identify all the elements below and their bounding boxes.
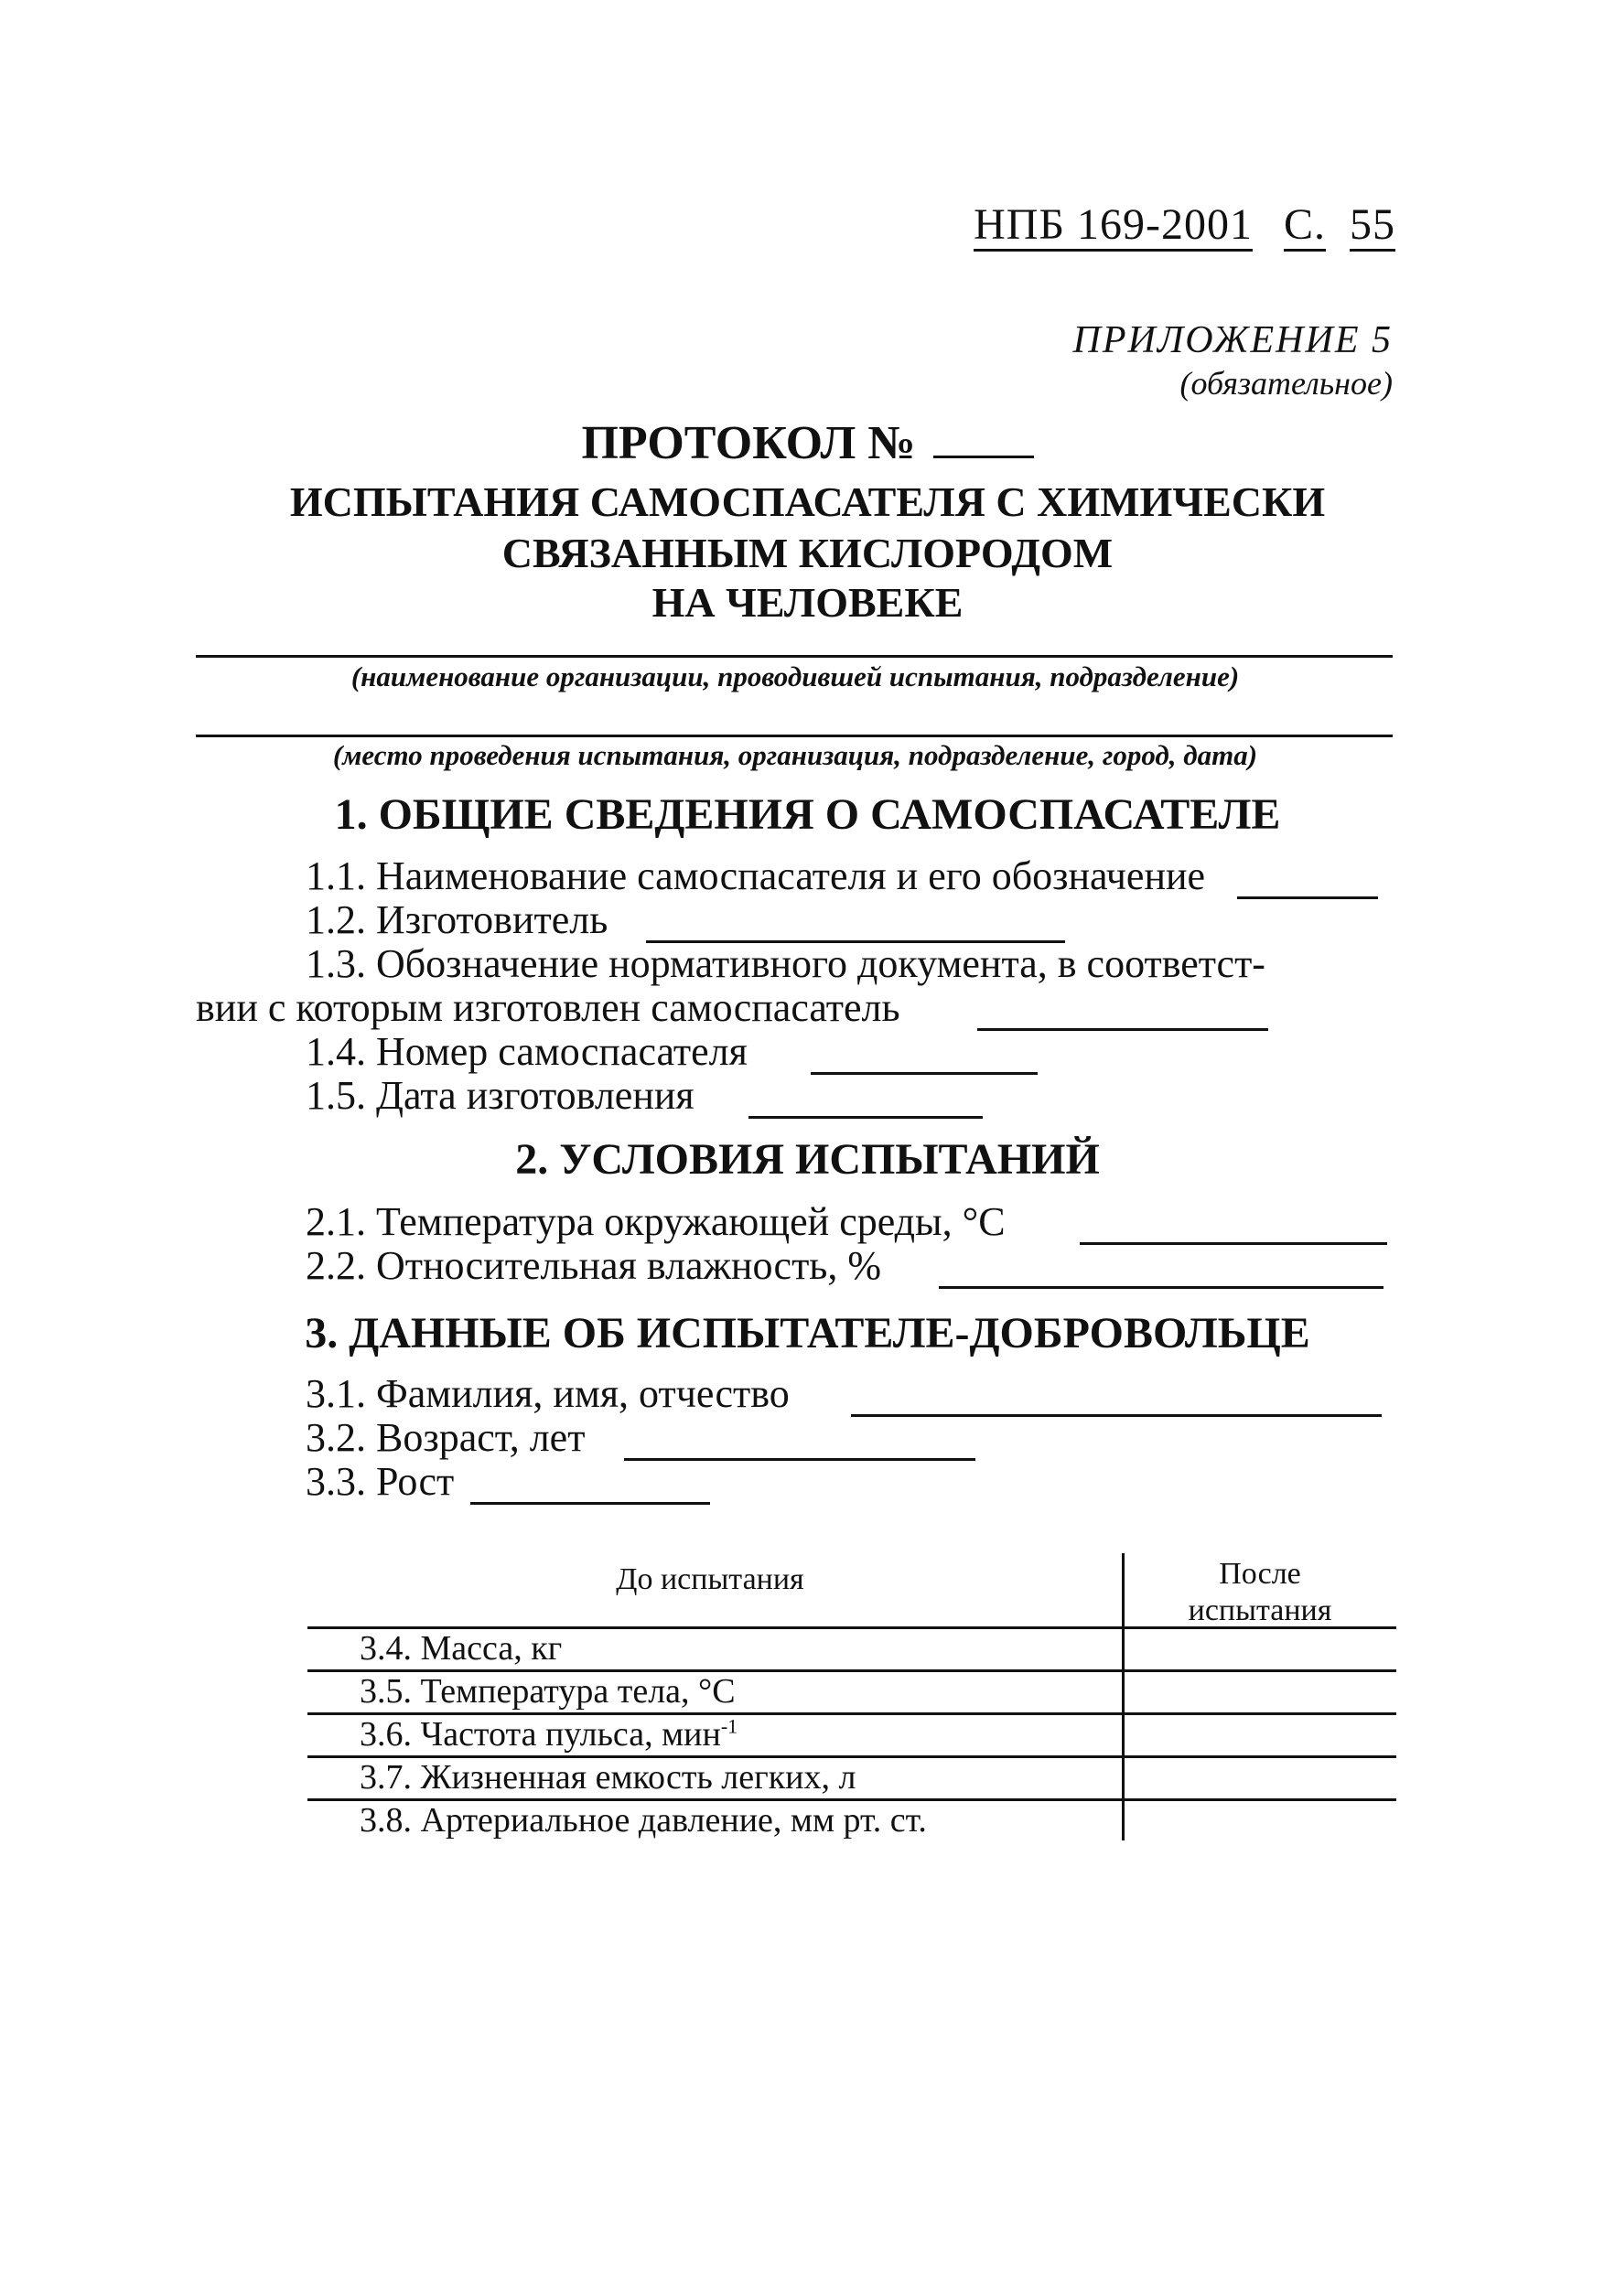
field-2-1-blank (1080, 1242, 1387, 1245)
pulse-unit-exponent: -1 (720, 1714, 738, 1738)
table-row-mass: 3.4. Масса, кг (360, 1629, 563, 1668)
section-2-heading: 2. УСЛОВИЯ ИСПЫТАНИЙ (515, 1135, 1100, 1184)
table-row-pulse: 3.6. Частота пульса, мин$^{-1}$ (360, 1714, 738, 1754)
place-caption: (место проведения испытания, организация, подразделение, город, дата) (332, 739, 1258, 771)
field-1-2-label: 1.2. Изготовитель (306, 897, 608, 942)
protocol-subtitle-line-2: СВЯЗАННЫМ КИСЛОРОДОМ (501, 530, 1114, 576)
page-header (974, 199, 1395, 250)
field-1-3-blank (977, 1028, 1268, 1031)
field-1-4-label: 1.4. Номер самоспасателя (306, 1029, 748, 1074)
page-number: 55 (1350, 200, 1395, 252)
field-1-1-label: 1.1. Наименование самоспасателя и его обозначение (306, 853, 1206, 898)
organization-fill-line (196, 655, 1393, 658)
protocol-title: ПРОТОКОЛ № (0, 416, 1615, 470)
field-1-3-label-continued: вии с которым изготовлен самоспасатель (196, 985, 900, 1030)
place-fill-line (196, 735, 1393, 737)
table-column-divider (1122, 1553, 1125, 1840)
field-3-2-label: 3.2. Возраст, лет (306, 1415, 586, 1460)
page-prefix: С. (1284, 200, 1326, 252)
field-1-3-label: 1.3. Обозначение нормативного документа, в соответст- (306, 941, 1265, 986)
protocol-number-blank (933, 428, 1034, 458)
field-3-3-label: 3.3. Рост (306, 1459, 455, 1504)
protocol-subtitle-line-3: НА ЧЕЛОВЕКЕ (651, 579, 964, 626)
field-2-1-label: 2.1. Температура окружающей среды, °С (306, 1199, 1006, 1244)
table-row-body-temperature: 3.5. Температура тела, °С (360, 1672, 736, 1711)
field-1-5-label: 1.5. Дата изготовления (306, 1073, 694, 1118)
section-3-heading: 3. ДАННЫЕ ОБ ИСПЫТАТЕЛЕ-ДОБРОВОЛЬЦЕ (305, 1309, 1310, 1357)
column-header-after-line-1: После (1219, 1557, 1301, 1591)
protocol-subtitle-line-1: ИСПЫТАНИЯ САМОСПАСАТЕЛЯ С ХИМИЧЕСКИ (289, 478, 1326, 525)
field-2-2-blank (939, 1286, 1384, 1289)
field-3-2-blank (624, 1458, 975, 1461)
field-1-1-blank (1237, 896, 1378, 899)
field-3-1-blank (851, 1414, 1382, 1417)
document-code: НПБ 169-2001 (974, 200, 1253, 252)
appendix-subtitle: (обязательное) (1179, 365, 1393, 402)
organization-caption: (наименование организации, проводившей испытания, подразделение) (350, 660, 1240, 692)
field-2-2-label: 2.2. Относительная влажность, % (306, 1243, 882, 1288)
table-row-lung-capacity: 3.7. Жизненная емкость легких, л (360, 1758, 856, 1797)
field-3-3-blank (470, 1502, 710, 1505)
appendix-title: ПРИЛОЖЕНИЕ 5 (1072, 319, 1393, 361)
section-1-heading: 1. ОБЩИЕ СВЕДЕНИЯ О САМОСПАСАТЕЛЕ (334, 790, 1281, 839)
column-header-after-line-2: испытания (1188, 1593, 1332, 1627)
field-3-1-label: 3.1. Фамилия, имя, отчество (306, 1371, 790, 1416)
field-1-4-blank (811, 1072, 1038, 1075)
column-header-before: До испытания (616, 1562, 804, 1596)
table-row-blood-pressure: 3.8. Артериальное давление, мм рт. ст. (360, 1801, 927, 1840)
field-1-5-blank (748, 1116, 983, 1119)
